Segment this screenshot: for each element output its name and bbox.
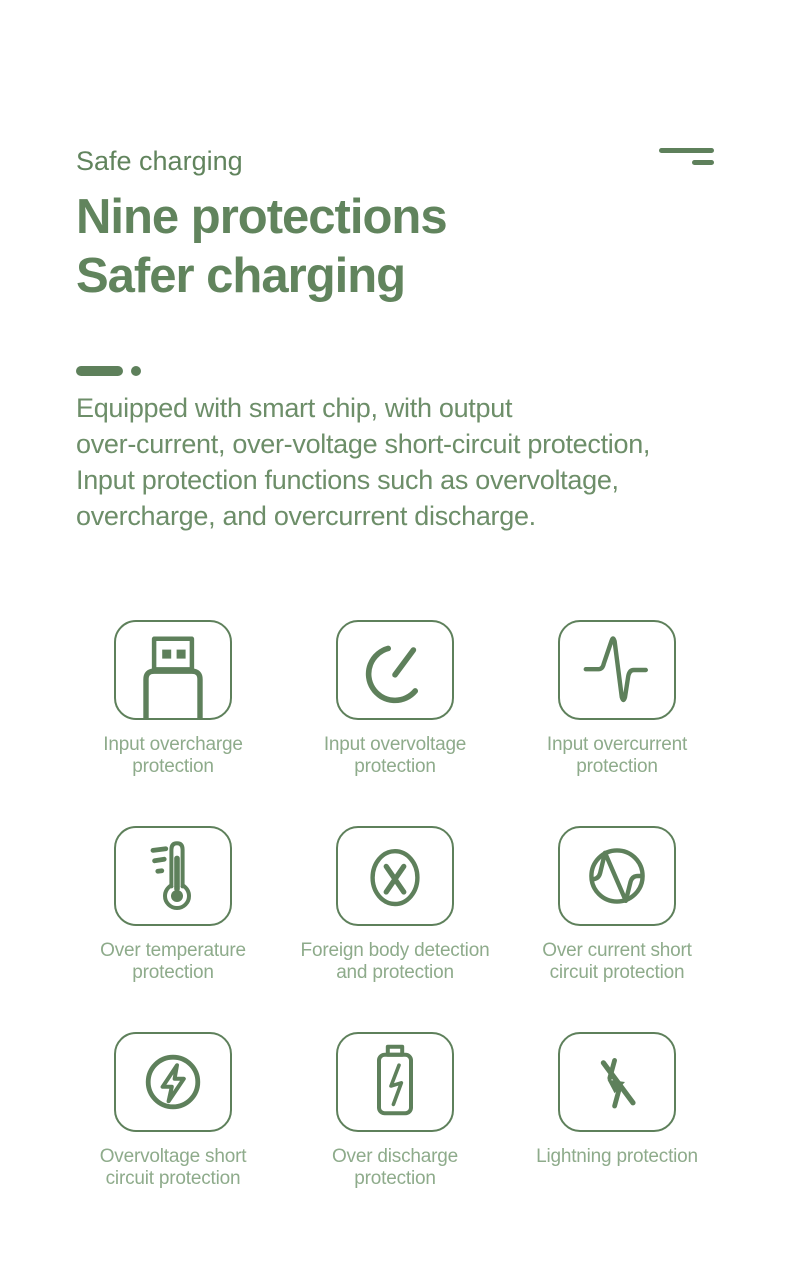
description-line: over-current, over-voltage short-circuit protection, — [76, 429, 651, 459]
dash-short — [692, 160, 714, 165]
icon-box — [114, 826, 232, 926]
feature-card — [63, 1032, 283, 1190]
description-line: overcharge, and overcurrent discharge. — [76, 501, 536, 531]
icon-box — [558, 1032, 676, 1132]
decorative-dashes — [658, 148, 714, 166]
feature-card — [507, 620, 727, 778]
feature-label: Input overcurrent protection — [546, 734, 688, 777]
description-line: Input protection functions such as overvoltage, — [76, 465, 619, 495]
battery-lightning-icon — [355, 1042, 435, 1122]
feature-label: Over current short circuit protection — [542, 940, 692, 983]
icon-box — [114, 1032, 232, 1132]
circle-wave-icon — [577, 836, 657, 916]
feature-label: Overvoltage short circuit protection — [99, 1146, 247, 1189]
page-title — [76, 188, 790, 306]
icon-box — [336, 826, 454, 926]
icon-box — [558, 826, 676, 926]
feature-card — [507, 826, 727, 984]
feature-card — [285, 620, 505, 778]
feature-card — [507, 1032, 727, 1190]
icon-box — [336, 1032, 454, 1132]
feature-label: Lightning protection — [536, 1146, 698, 1167]
feature-label: Input overvoltage protection — [323, 734, 467, 777]
circle-cross-icon — [355, 836, 435, 916]
feature-grid — [62, 620, 728, 1190]
lightning-circle-icon — [133, 1042, 213, 1122]
pulse-wave-icon — [577, 630, 657, 710]
section-divider — [76, 366, 790, 376]
feature-label: Input overcharge protection — [103, 734, 243, 777]
lightning-off-icon — [577, 1042, 657, 1122]
icon-box — [558, 620, 676, 720]
description — [76, 390, 790, 534]
title-line-2: Safer charging — [76, 249, 406, 303]
icon-box — [114, 620, 232, 720]
feature-card — [285, 826, 505, 984]
feature-label: Over temperature protection — [100, 940, 246, 983]
title-line-1: Nine protections — [76, 190, 447, 244]
eyebrow-text: Safe charging — [76, 146, 243, 176]
feature-card — [285, 1032, 505, 1190]
feature-card — [63, 826, 283, 984]
feature-card — [63, 620, 283, 778]
divider-dot — [131, 366, 141, 376]
feature-label: Foreign body detection and protection — [300, 940, 490, 983]
icon-box — [336, 620, 454, 720]
usb-plug-icon — [128, 628, 218, 718]
description-line: Equipped with smart chip, with output — [76, 393, 513, 423]
dash-long — [659, 148, 714, 153]
thermometer-icon — [133, 836, 213, 916]
divider-bar — [76, 366, 123, 376]
gauge-icon — [355, 630, 435, 710]
feature-label: Over discharge protection — [331, 1146, 459, 1189]
